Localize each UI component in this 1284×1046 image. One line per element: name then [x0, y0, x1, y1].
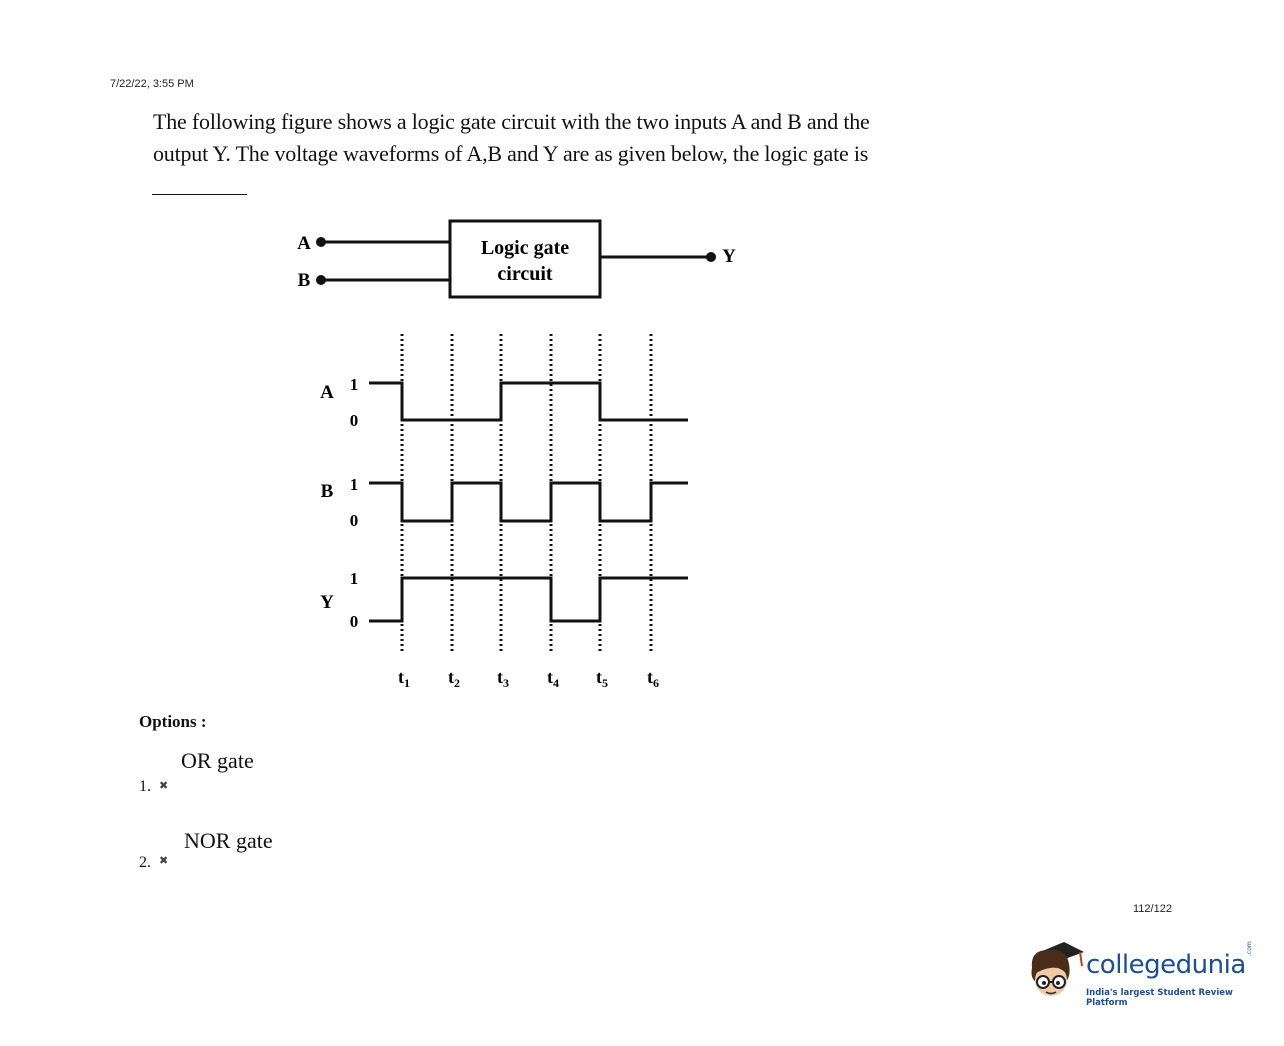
brand-name: collegedunia — [1086, 950, 1246, 980]
waveform-b-high-label: 1 — [349, 475, 359, 494]
time-label-2: $t_2$ — [448, 667, 460, 690]
waveform-y — [369, 578, 688, 621]
input-a-label: A — [297, 233, 311, 254]
collegedunia-logo — [1024, 938, 1264, 1010]
page-number: 112/122 — [1133, 903, 1172, 915]
option-1-number: 1. — [139, 778, 151, 795]
waveform-b — [369, 483, 688, 521]
input-b-label: B — [297, 270, 311, 291]
mascot-icon — [1024, 938, 1086, 1010]
waveform-y-high-label: 1 — [349, 569, 359, 588]
waveform-plot — [320, 375, 688, 631]
logic-gate-box-line-2: circuit — [497, 263, 553, 285]
print-timestamp: 7/22/22, 3:55 PM — [110, 78, 194, 90]
output-terminal — [706, 252, 716, 262]
option-1-label[interactable]: OR gate — [181, 748, 254, 773]
brand-suffix: .com — [1246, 941, 1253, 956]
option-2-number: 2. — [139, 854, 151, 871]
time-label-6: $t_6$ — [647, 667, 659, 690]
waveform-b-low-label: 0 — [349, 511, 359, 530]
waveform-b-name: B — [320, 481, 334, 502]
waveform-a — [369, 383, 688, 420]
waveform-a-high-label: 1 — [349, 375, 359, 394]
options-title: Options : — [139, 712, 207, 731]
time-label-3: $t_3$ — [497, 667, 509, 690]
time-label-5: $t_5$ — [596, 667, 608, 690]
brand-tagline: India's largest Student Review Platform — [1086, 988, 1233, 1008]
logic-gate-box-line-1: Logic gate — [480, 237, 570, 259]
waveform-y-low-label: 0 — [349, 612, 359, 631]
output-y-label: Y — [722, 246, 736, 267]
logic-gate-box — [450, 221, 600, 297]
waveform-a-low-label: 0 — [349, 411, 359, 430]
option-2-label[interactable]: NOR gate — [184, 828, 273, 853]
question-line-1: The following figure shows a logic gate circuit with the two inputs A and B and the — [153, 109, 870, 134]
time-axis-labels — [398, 667, 659, 690]
waveform-a-name: A — [320, 382, 334, 403]
time-label-1: $t_1$ — [398, 667, 410, 690]
time-label-4: $t_4$ — [547, 667, 559, 690]
circuit-diagram — [297, 221, 736, 297]
option-2-cross-icon: ✖ — [159, 854, 169, 867]
option-1-cross-icon: ✖ — [159, 779, 169, 792]
waveform-y-name: Y — [320, 592, 334, 613]
question-line-2: output Y. The voltage waveforms of A,B and Y are as given below, the logic gate is — [153, 141, 869, 166]
